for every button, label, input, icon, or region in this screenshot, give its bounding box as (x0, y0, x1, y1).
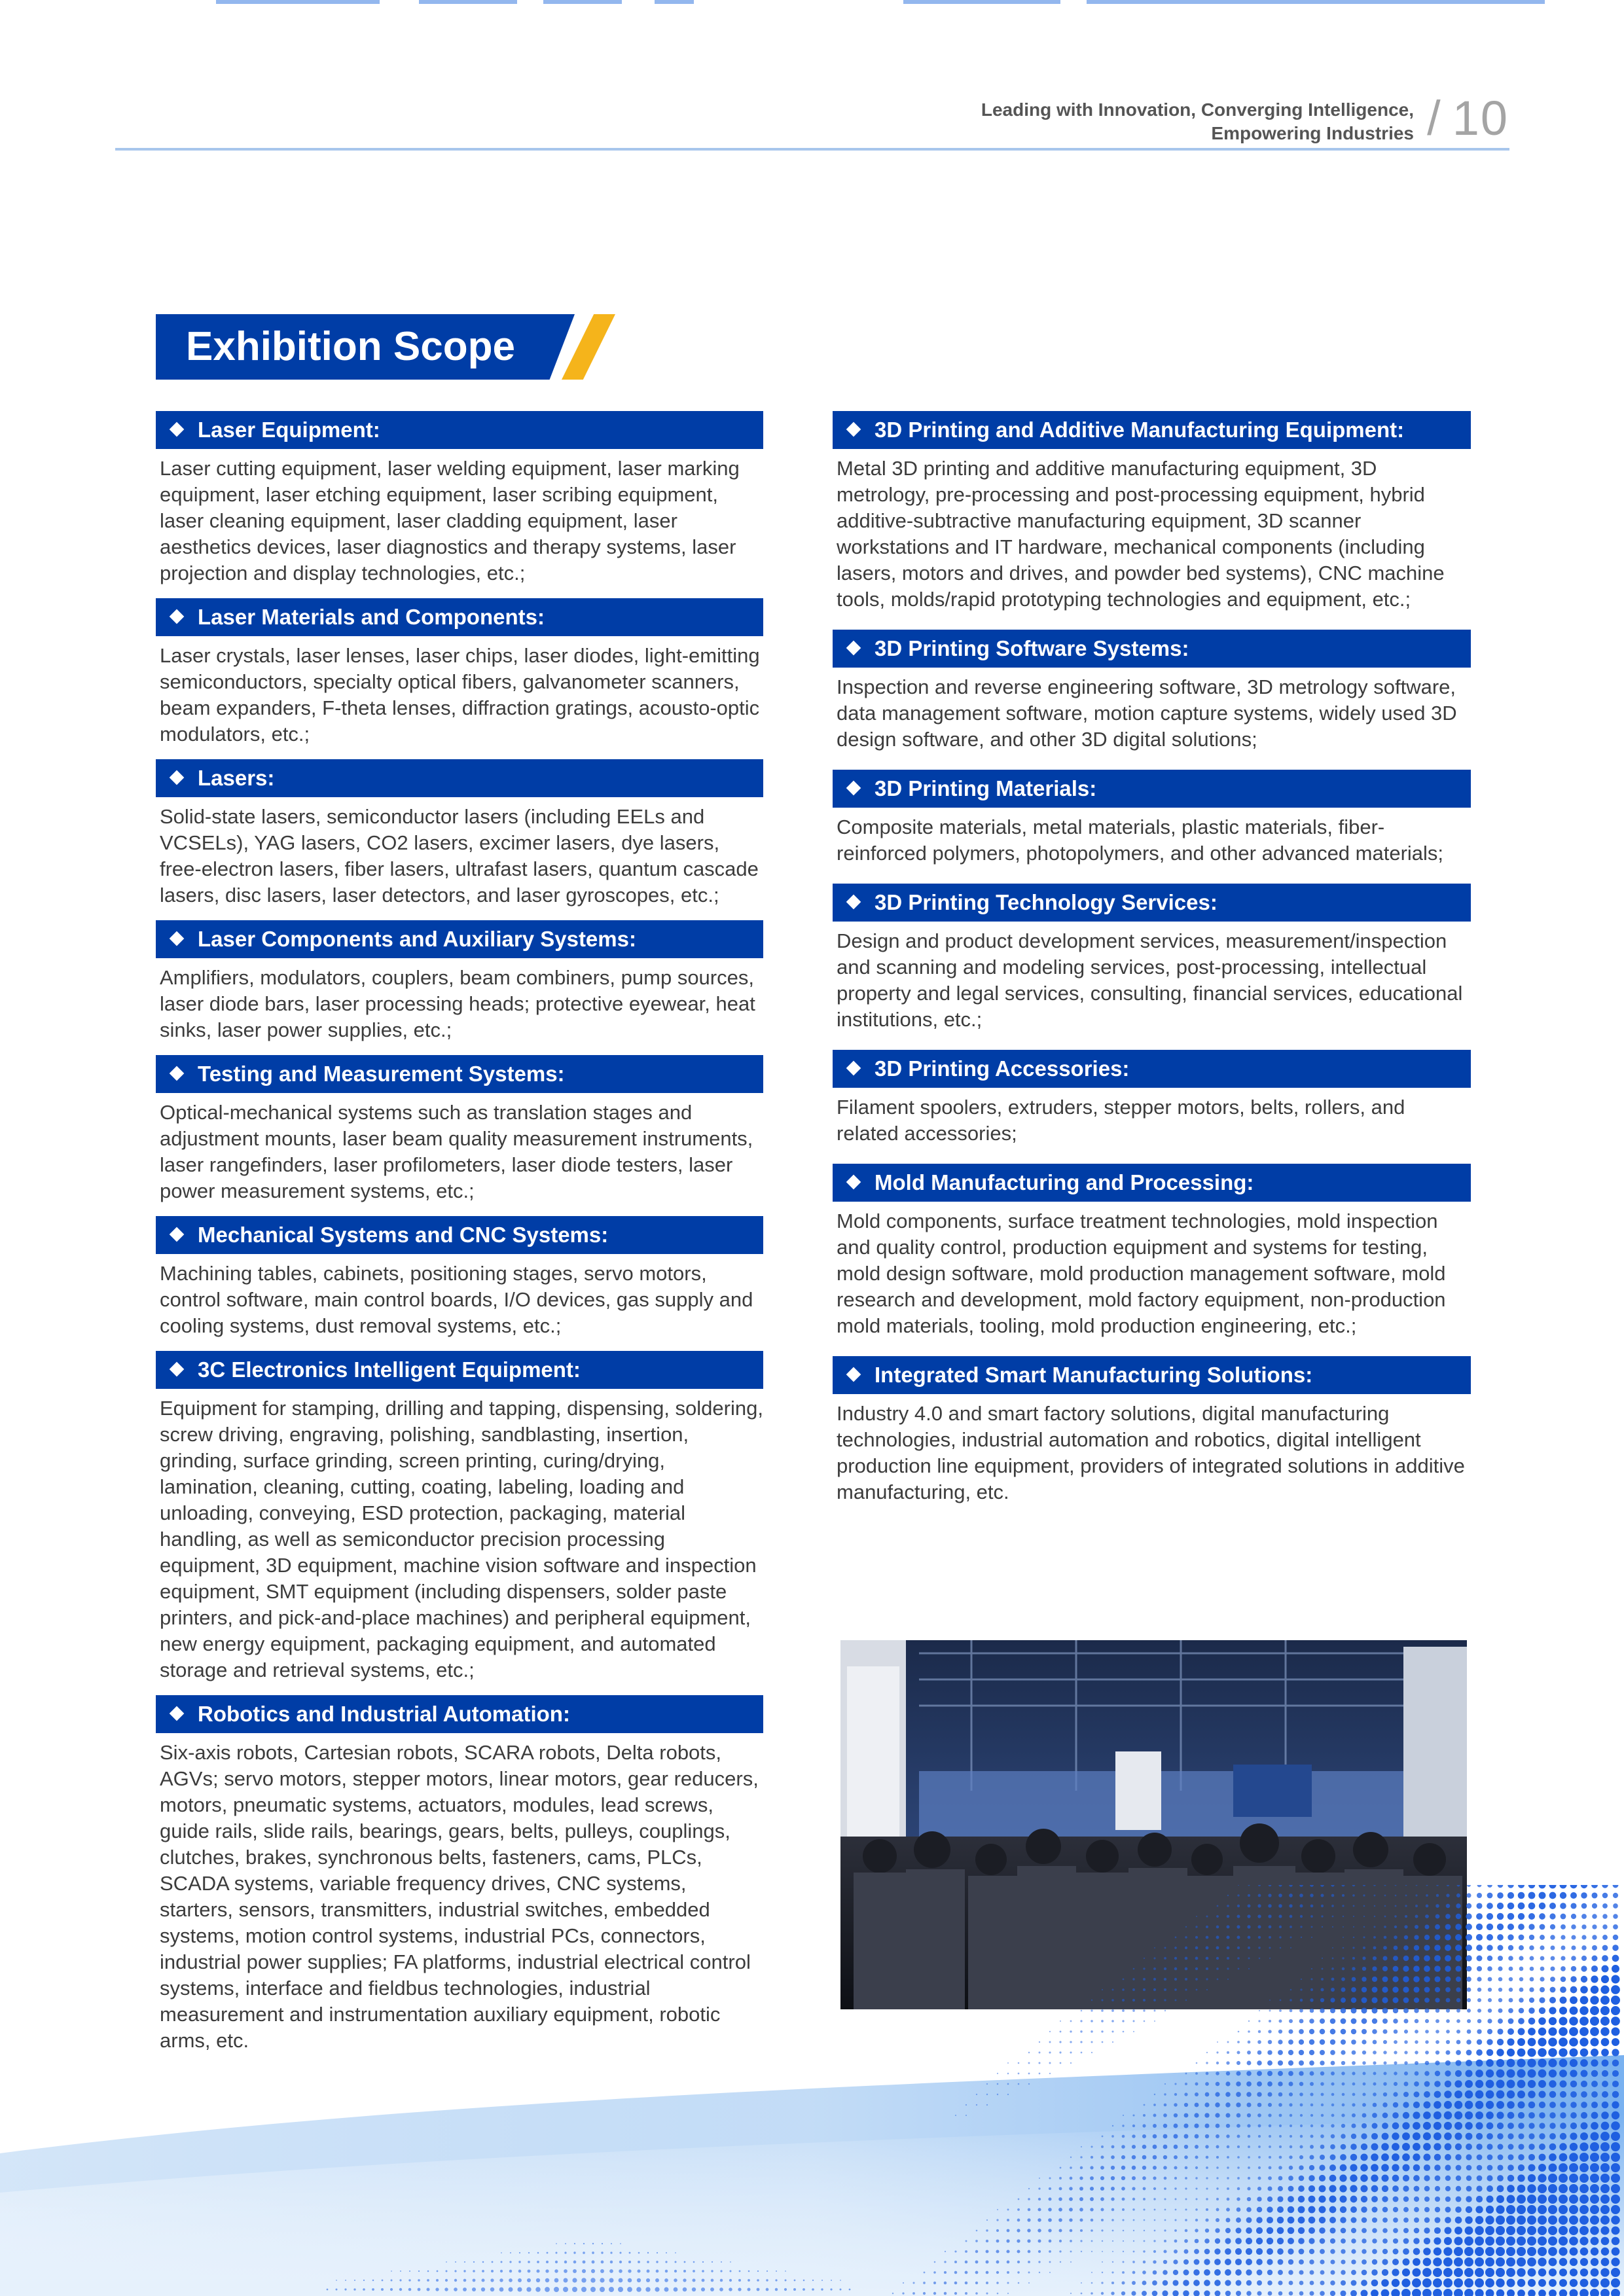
section-body: Machining tables, cabinets, positioning stages, servo motors, control software, main control boards, I/O devices, gas supply and cooling systems, dust removal systems, etc.; (160, 1262, 753, 1337)
section-heading-text: 3D Printing Technology Services: (875, 890, 1218, 914)
right-column (833, 411, 1471, 1522)
section-body: Inspection and reverse engineering software, 3D metrology software, data management software, motion capture systems, widely used 3D design software, and other 3D digital solutions; (837, 675, 1457, 751)
scope-section (156, 1216, 763, 1339)
scope-section (156, 598, 763, 747)
section-heading (833, 630, 1471, 668)
section-heading (156, 1351, 763, 1389)
bottom-halftone-decoration (0, 1885, 1624, 2296)
section-title-banner (156, 314, 614, 380)
section-heading-text: 3D Printing Accessories: (875, 1056, 1130, 1081)
diamond-icon (170, 931, 185, 946)
scope-section (156, 1351, 763, 1683)
diamond-icon (170, 422, 185, 437)
section-body: Equipment for stamping, drilling and tapping, dispensing, soldering, screw driving, engraving, polishing, sandblasting, insertion, grinding, surface grinding, screen printing, curing/drying, lamination, cleaning, cutting, coating, labeling, loading and unloading, conveying, ESD protection, packaging, material handling, as well as semiconductor precision processing equipment, 3D equipment, machine vision software and inspection equipment, SMT equipment (including dispensers, solder paste printers, and pick-and-place machines) and peripheral equipment, new energy equipment, packaging equipment, and automated storage and retrieval systems, etc.; (160, 1397, 763, 1681)
diamond-icon (170, 1227, 185, 1242)
page-number-slash: / (1427, 91, 1442, 145)
scope-section (156, 411, 763, 586)
section-heading (156, 598, 763, 636)
section-body: Filament spoolers, extruders, stepper motors, belts, rollers, and related accessories; (837, 1096, 1405, 1145)
section-heading-text: Lasers: (198, 766, 275, 790)
diamond-icon (170, 1066, 185, 1081)
header-divider (115, 148, 1509, 151)
section-body: Laser crystals, laser lenses, laser chips, laser diodes, light-emitting semiconductors, specialty optical fibers, galvanometer scanners, beam expanders, F-theta lenses, diffraction gratings, acousto-optic modulators, etc.; (160, 644, 760, 745)
section-body: Six-axis robots, Cartesian robots, SCARA robots, Delta robots, AGVs; servo motors, stepper motors, linear motors, gear reducers, motors, pneumatic systems, actuators, modules, lead screws, guide rails, slide rails, bearings, gears, belts, pulleys, couplings, clutches, brakes, synchronous belts, fasteners, cams, PLCs, SCADA systems, variable frequency drives, CNC systems, starters, sensors, transmitters, industrial switches, embedded systems, motion control systems, industrial PCs, connectors, industrial power supplies; FA platforms, industrial electrical control systems, interface and fieldbus technologies, industrial measurement and instrumentation auxiliary equipment, robotic arms, etc. (160, 1741, 759, 2052)
scope-section (156, 1055, 763, 1204)
left-column (156, 411, 763, 2066)
section-heading-text: Laser Materials and Components: (198, 605, 545, 629)
scope-section (833, 1356, 1471, 1505)
diamond-icon (170, 1706, 185, 1721)
diamond-icon (846, 1175, 861, 1190)
section-heading (833, 884, 1471, 922)
page-number-value: 10 (1452, 91, 1509, 145)
section-heading (833, 770, 1471, 808)
section-body: Amplifiers, modulators, couplers, beam combiners, pump sources, laser diode bars, laser processing heads; protective eyewear, heat sinks, laser power supplies, etc.; (160, 966, 755, 1041)
section-heading-text: 3D Printing Software Systems: (875, 636, 1189, 660)
section-heading (156, 1055, 763, 1093)
scope-section (833, 411, 1471, 613)
section-heading-text: 3C Electronics Intelligent Equipment: (198, 1357, 581, 1382)
page-header (0, 0, 1624, 157)
section-heading-text: Mechanical Systems and CNC Systems: (198, 1223, 609, 1247)
tagline-line-2: Empowering Industries (1211, 123, 1414, 143)
section-body: Design and product development services, measurement/inspection and scanning and modeling services, post-processing, intellectual property and legal services, consulting, financial services, educational institutions, etc.; (837, 929, 1463, 1031)
scope-section (833, 1050, 1471, 1147)
scope-section (156, 759, 763, 908)
diamond-icon (846, 1061, 861, 1076)
section-heading (833, 1356, 1471, 1394)
section-heading-text: Laser Equipment: (198, 418, 380, 442)
section-heading (156, 1216, 763, 1254)
header-tagline (981, 98, 1414, 145)
scope-section (833, 1164, 1471, 1339)
section-title: Exhibition Scope (186, 324, 515, 369)
section-heading-text: Integrated Smart Manufacturing Solutions: (875, 1363, 1313, 1387)
section-body: Industry 4.0 and smart factory solutions, digital manufacturing technologies, industrial automation and robotics, digital intelligent production line equipment, providers of integrated solutions in additive manufacturing, etc. (837, 1402, 1465, 1503)
section-heading-text: 3D Printing Materials: (875, 776, 1097, 800)
section-heading (156, 411, 763, 449)
diamond-icon (846, 895, 861, 910)
tagline-line-1: Leading with Innovation, Converging Intelligence, (981, 99, 1414, 120)
section-heading-text: Robotics and Industrial Automation: (198, 1702, 570, 1726)
section-heading (833, 1050, 1471, 1088)
section-body: Solid-state lasers, semiconductor lasers (including EELs and VCSELs), YAG lasers, CO2 lasers, excimer lasers, dye lasers, free-electron lasers, fiber lasers, ultrafast lasers, quantum cascade lasers, disc lasers, laser detectors, and laser gyroscopes, etc.; (160, 805, 759, 906)
diamond-icon (170, 609, 185, 624)
section-heading-text: Laser Components and Auxiliary Systems: (198, 927, 636, 951)
section-heading (833, 1164, 1471, 1202)
section-heading (833, 411, 1471, 449)
section-body: Metal 3D printing and additive manufacturing equipment, 3D metrology, pre-processing and post-processing equipment, hybrid additive-subtractive manufacturing equipment, 3D scanner workstations and IT hardware, mechanical components (including lasers, motors and drives, and powder bed systems), CNC machine tools, molds/rapid prototyping technologies and equipment, etc.; (837, 457, 1445, 611)
section-heading (156, 1695, 763, 1733)
diamond-icon (846, 1367, 861, 1382)
section-body: Optical-mechanical systems such as translation stages and adjustment mounts, laser beam quality measurement instruments, laser rangefinders, laser profilometers, laser diode testers, laser power measurement systems, etc.; (160, 1101, 753, 1202)
section-body: Mold components, surface treatment technologies, mold inspection and quality control, production equipment and systems for testing, mold design software, mold production management software, mold research and development, mold factory equipment, non-production mold materials, tooling, mold production engineering, etc.; (837, 1210, 1446, 1337)
section-heading-text: Testing and Measurement Systems: (198, 1062, 565, 1086)
scope-section (833, 630, 1471, 753)
scope-section (833, 884, 1471, 1033)
section-body: Laser cutting equipment, laser welding equipment, laser marking equipment, laser etching equipment, laser scribing equipment, laser cleaning equipment, laser cladding equipment, laser aesthetics devices, laser diagnostics and therapy systems, laser projection and display technologies, etc.; (160, 457, 740, 584)
page-number (1427, 90, 1509, 146)
diamond-icon (846, 422, 861, 437)
section-heading (156, 920, 763, 958)
diamond-icon (170, 1362, 185, 1377)
section-heading (156, 759, 763, 797)
section-body: Composite materials, metal materials, plastic materials, fiber-reinforced polymers, photopolymers, and other advanced materials; (837, 816, 1444, 865)
scope-section (156, 920, 763, 1043)
section-heading-text: 3D Printing and Additive Manufacturing Equipment: (875, 418, 1405, 442)
diamond-icon (170, 770, 185, 785)
section-heading-text: Mold Manufacturing and Processing: (875, 1170, 1254, 1194)
scope-section (833, 770, 1471, 867)
diamond-icon (846, 641, 861, 656)
diamond-icon (846, 781, 861, 796)
